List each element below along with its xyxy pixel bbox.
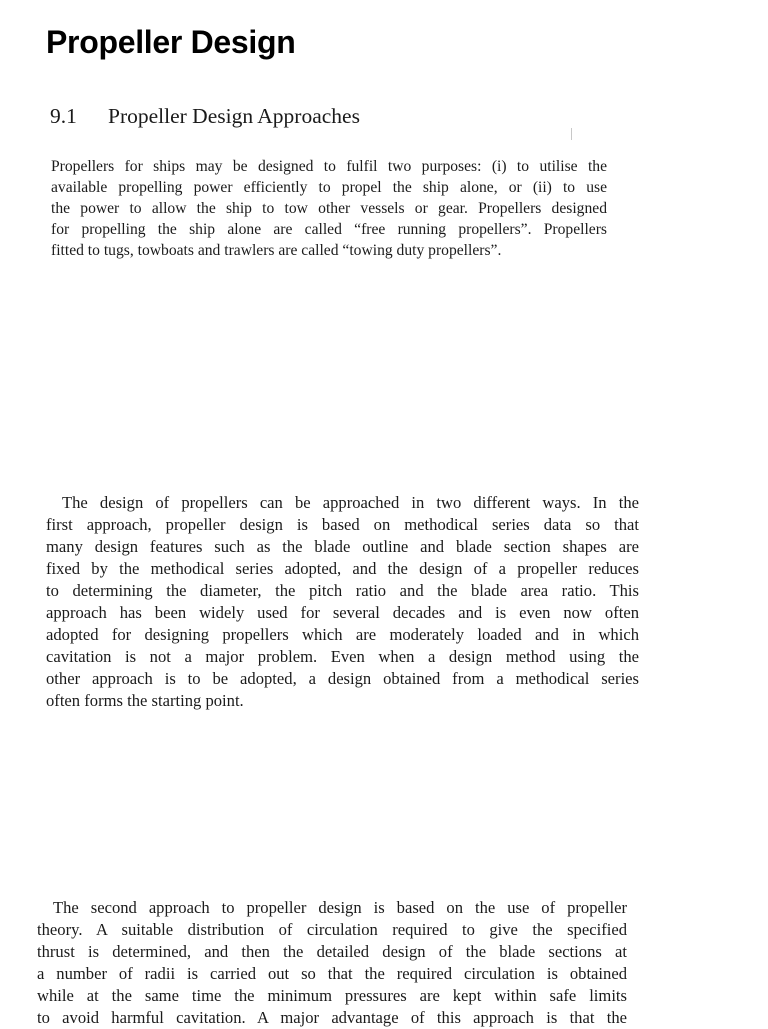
paragraph-line: cavitation is not a major problem. Even when a design method using the	[46, 647, 639, 666]
paragraph-line: theory. A suitable distribution of circulation required to give the specified	[37, 920, 627, 939]
section-title: Propeller Design Approaches	[108, 104, 360, 128]
paragraph-line: adopted for designing propellers which are moderately loaded and in which	[46, 625, 639, 644]
paragraph-line: approach has been widely used for several decades and is even now often	[46, 603, 639, 622]
paragraph-line: to determining the diameter, the pitch ratio and the blade area ratio. This	[46, 581, 639, 600]
paragraph-line: a number of radii is carried out so that the required circulation is obtained	[37, 964, 627, 983]
paragraph-line: many design features such as the blade outline and blade section shapes are	[46, 537, 639, 556]
paragraph-first-approach	[46, 492, 639, 712]
paragraph-line: thrust is determined, and then the detailed design of the blade sections at	[37, 942, 627, 961]
paragraph-line: often forms the starting point.	[46, 691, 244, 710]
paragraph-line: The second approach to propeller design is based on the use of propeller	[53, 898, 627, 917]
paragraph-line: available propelling power efficiently to propel the ship alone, or (ii) to use	[51, 179, 607, 196]
section-number: 9.1	[50, 104, 77, 128]
paragraph-line: first approach, propeller design is based on methodical series data so that	[46, 515, 639, 534]
scan-artifact	[571, 128, 572, 140]
paragraph-line: fixed by the methodical series adopted, and the design of a propeller reduces	[46, 559, 639, 578]
paragraph-line: the power to allow the ship to tow other vessels or gear. Propellers designed	[51, 200, 607, 217]
section-heading	[50, 104, 360, 129]
paragraph-line: to avoid harmful cavitation. A major advantage of this approach is that the	[37, 1008, 627, 1027]
slide-title: Propeller Design	[46, 24, 296, 60]
paragraph-second-approach	[37, 897, 627, 1029]
paragraph-line: Propellers for ships may be designed to fulfil two purposes: (i) to utilise the	[51, 158, 607, 175]
paragraph-line: fitted to tugs, towboats and trawlers are called “towing duty propellers”.	[51, 242, 502, 259]
paragraph-line: other approach is to be adopted, a design obtained from a methodical series	[46, 669, 639, 688]
paragraph-line: The design of propellers can be approached in two different ways. In the	[62, 493, 639, 512]
paragraph-intro	[51, 156, 607, 261]
paragraph-line: for propelling the ship alone are called “free running propellers”. Propellers	[51, 221, 607, 238]
paragraph-line: while at the same time the minimum pressures are kept within safe limits	[37, 986, 627, 1005]
